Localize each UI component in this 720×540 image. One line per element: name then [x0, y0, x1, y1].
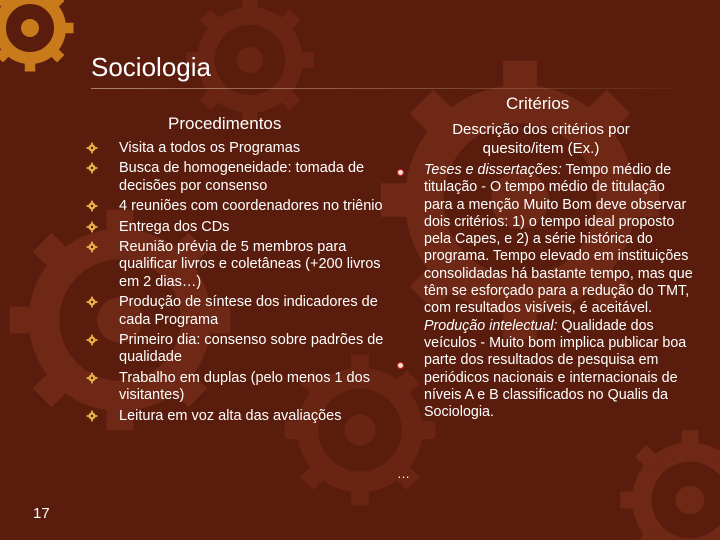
gear-bullet-icon — [86, 296, 98, 308]
list-item — [86, 198, 386, 215]
continuation-ellipsis: … — [397, 466, 410, 481]
gear-bullet-icon — [86, 241, 98, 253]
gear-bullet-icon — [86, 200, 98, 212]
gear-bullet-icon — [86, 221, 98, 233]
criterion-paragraph — [424, 318, 696, 422]
list-item — [86, 239, 386, 291]
list-item-text: Entrega dos CDs — [119, 218, 230, 235]
list-item-text: Trabalho em duplas (pelo menos 1 dos visitantes) — [119, 369, 370, 404]
list-item-text: Primeiro dia: consenso sobre padrões de qualidade — [119, 332, 384, 366]
procedures-list — [86, 140, 386, 428]
list-item-text: Busca de homogeneidade: tomada de decisões por consenso — [119, 160, 365, 194]
gear-bullet-icon — [86, 410, 98, 422]
procedures-heading: Procedimentos — [168, 114, 282, 133]
criterion-text: Tempo médio de titulação - O tempo médio de titulação para a menção Muito Bom deve observar dois critérios: 1) o tempo ideal proposto pela Capes, e 2) a série histórica do programa. Tempo elevado em instituições consolidadas há bastante tempo, mas que têm se esforçado para a redução do TMT, com resultados visíveis, é aceitável. — [424, 162, 693, 317]
list-item — [86, 332, 386, 367]
title-divider — [91, 88, 671, 89]
list-item — [86, 219, 386, 236]
list-item-text: Produção de síntese dos indicadores de cada Programa — [119, 294, 378, 328]
small-bullet-icon — [397, 362, 404, 369]
list-item-text: Leitura em voz alta das avaliações — [119, 407, 342, 424]
gear-bullet-icon — [86, 372, 98, 384]
gear-bullet-icon — [86, 162, 98, 174]
list-item — [86, 294, 386, 329]
criterion-label: Teses e dissertações: — [424, 162, 562, 178]
list-item — [86, 160, 386, 195]
criterion-text: Qualidade dos veículos - Muito bom implica publicar boa parte dos resultados de pesquisa em periódicos nacionais e internacionais de níveis A e B classificados no Qualis da Sociologia. — [424, 317, 687, 421]
gear-bullet-icon — [86, 142, 98, 154]
criteria-subheading: Descrição dos critérios por quesito/item (Ex.) — [452, 121, 630, 157]
list-item-text: Reunião prévia de 5 membros para qualificar livros e coletâneas (+200 livros em 2 dias…) — [119, 239, 381, 290]
list-item-text: 4 reuniões com coordenadores no triênio — [119, 198, 383, 215]
criterion-label: Produção intelectual: — [424, 317, 558, 334]
criteria-heading: Critérios — [506, 94, 570, 113]
list-item — [86, 370, 386, 405]
criterion-paragraph — [424, 162, 696, 318]
slide-title: Sociologia — [91, 52, 211, 82]
gear-bullet-icon — [86, 334, 98, 346]
criteria-description — [424, 162, 696, 421]
small-bullet-icon — [397, 169, 404, 176]
list-item-text: Visita a todos os Programas — [119, 140, 301, 156]
list-item — [86, 140, 386, 157]
list-item — [86, 408, 386, 425]
page-number: 17 — [33, 505, 50, 522]
